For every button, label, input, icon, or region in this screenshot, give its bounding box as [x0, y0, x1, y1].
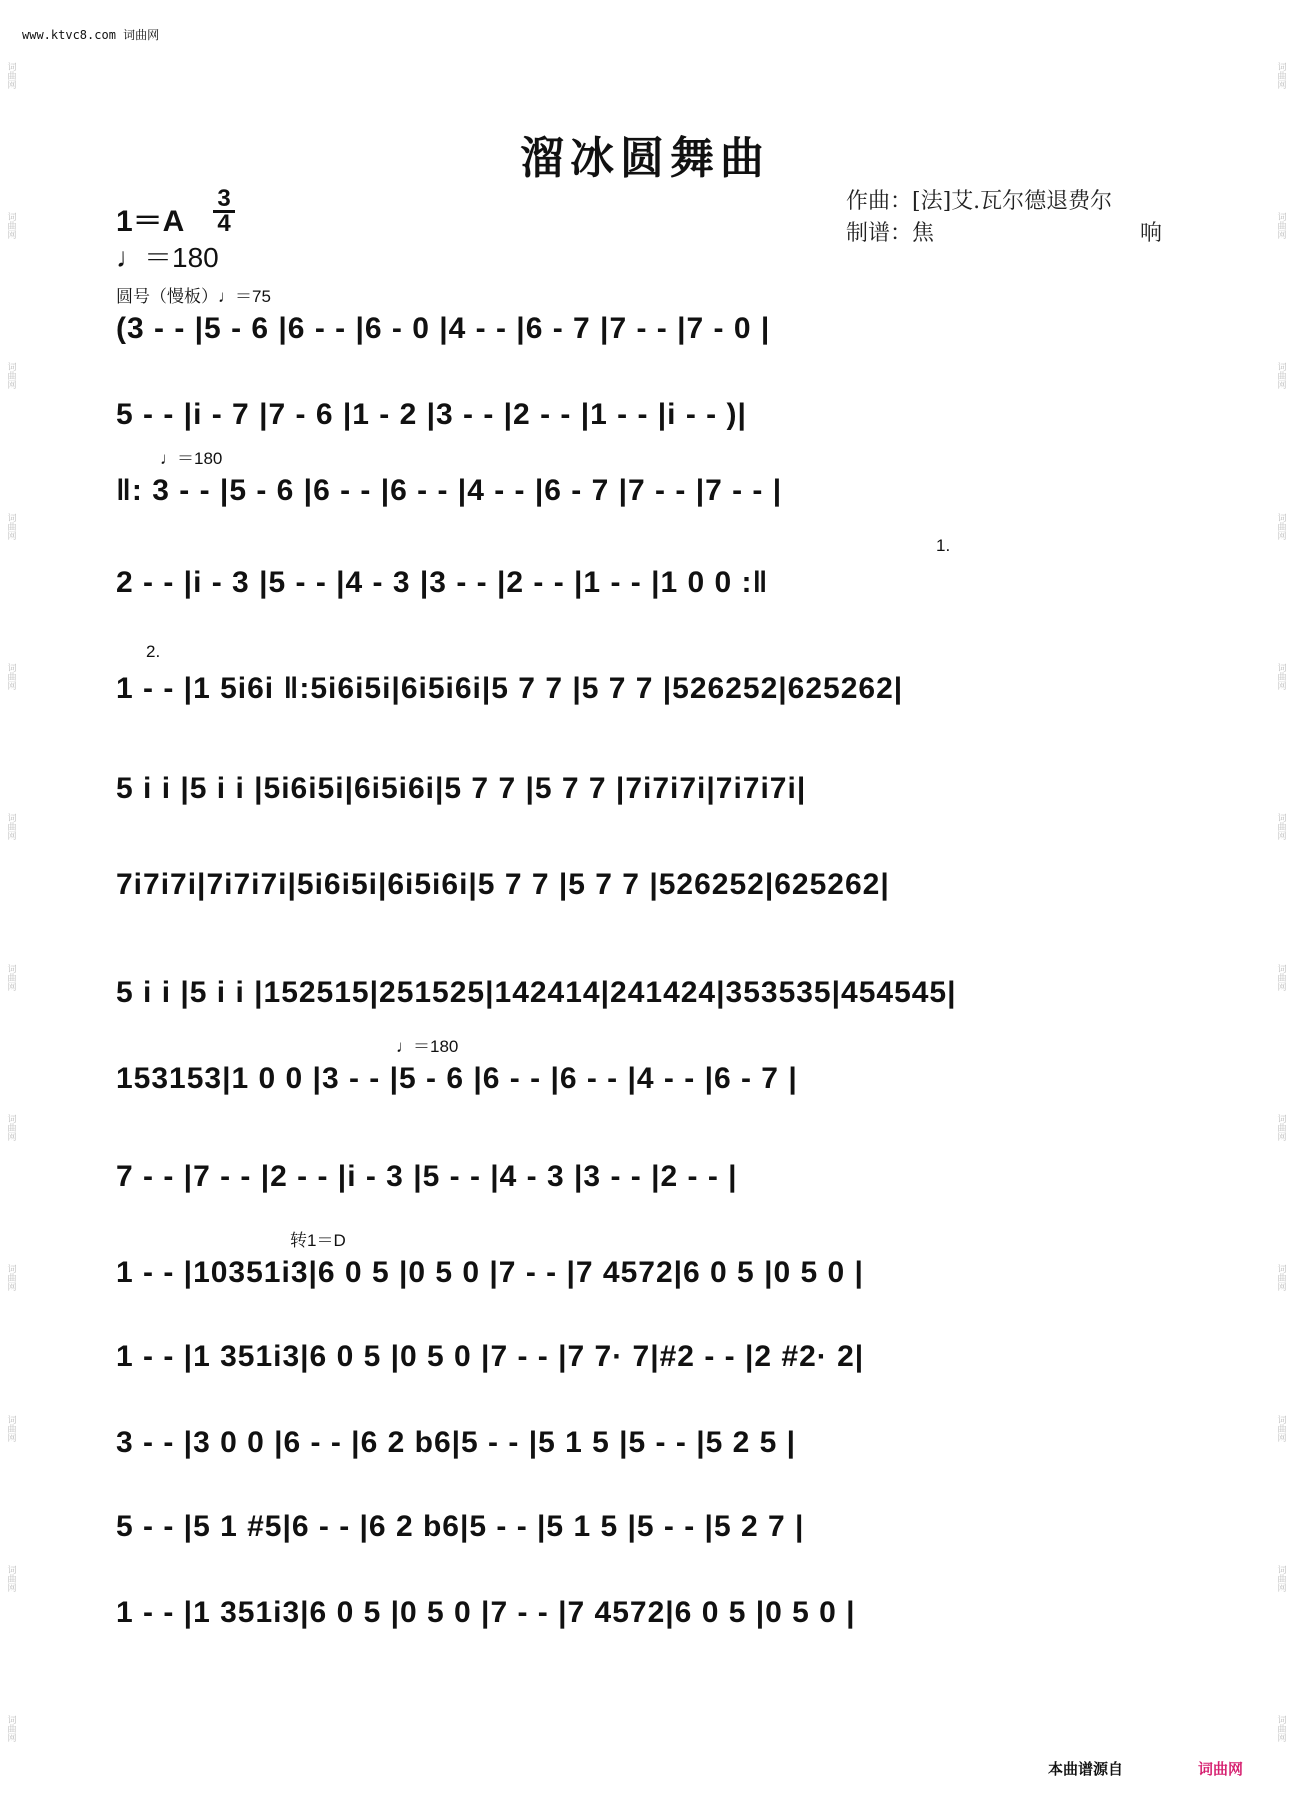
arranger-label: 制谱： [846, 221, 913, 246]
row-annotation: 转1＝D [290, 1231, 346, 1250]
score-row [0, 868, 1290, 908]
score-row [0, 1510, 1290, 1550]
right-side-watermark: 词曲网 词曲网 词曲网 词曲网 词曲网 词曲网 词曲网 词曲网 词曲网 词曲网 词曲网 词曲网 [1275, 61, 1286, 1743]
notation-line: 7 - - |7 - - |2 - - |i - 3 |5 - - |4 - 3 |3 - - |2 - - | [116, 1160, 738, 1193]
notation-line: 153153|1 0 0 |3 - - |5 - 6 |6 - - |6 - - |4 - - |6 - 7 | [116, 1062, 798, 1095]
composer-name: [法]艾.瓦尔德退费尔 [912, 189, 1113, 214]
score-row [0, 1340, 1290, 1380]
time-signature [210, 185, 238, 237]
row-annotation: ♩＝180 [160, 449, 223, 468]
score-row [0, 772, 1290, 812]
score-row [0, 1037, 1290, 1102]
tempo-marking: ♩＝180 [116, 242, 219, 273]
score-row [0, 642, 1290, 712]
site-watermark: www.ktvc8.com 词曲网 [22, 28, 160, 42]
score-row [0, 1231, 1290, 1296]
notation-line: 1 - - |1 5i6i ‖:5i6i5i|6i5i6i|5 7 7 |5 7 7 |526252|625262| [116, 672, 904, 705]
score-row [0, 976, 1290, 1016]
notation-line: 5 i i |5 i i |5i6i5i|6i5i6i|5 7 7 |5 7 7 |7i7i7i|7i7i7i| [116, 772, 807, 805]
score-row [0, 1596, 1290, 1636]
left-side-watermark: 词曲网 词曲网 词曲网 词曲网 词曲网 词曲网 词曲网 词曲网 词曲网 词曲网 词曲网 词曲网 [5, 61, 16, 1743]
song-title: 溜冰圆舞曲 [520, 133, 770, 184]
footer-source-site: 词曲网 [1198, 1761, 1244, 1778]
key-signature: 1＝A [116, 205, 185, 238]
score-row [0, 398, 1290, 438]
notation-line: 5 - - |i - 7 |7 - 6 |1 - 2 |3 - - |2 - - |1 - - |i - - )| [116, 398, 747, 431]
row-annotation: 2. [146, 642, 161, 661]
score-row [0, 1160, 1290, 1200]
notation-line: 2 - - |i - 3 |5 - - |4 - 3 |3 - - |2 - - |1 - - |1 0 0 :‖ [116, 566, 769, 599]
footer-source-label: 本曲谱源自 [1048, 1761, 1124, 1778]
arranger-credit [846, 216, 1162, 247]
composer-credit [846, 184, 1112, 215]
row-annotation: ♩＝180 [396, 1037, 459, 1056]
notation-line: 7i7i7i|7i7i7i|5i6i5i|6i5i6i|5 7 7 |5 7 7 |526252|625262| [116, 868, 890, 901]
score-row [0, 287, 1290, 352]
score-row [0, 449, 1290, 514]
notation-line: 1 - - |1 351i3|6 0 5 |0 5 0 |7 - - |7 4572|6 0 5 |0 5 0 | [116, 1596, 856, 1629]
row-annotation: 圆号（慢板）♩＝75 [116, 287, 271, 306]
notation-line: 5 i i |5 i i |152515|251525|142414|241424|353535|454545| [116, 976, 957, 1009]
notation-line: 1 - - |1 351i3|6 0 5 |0 5 0 |7 - - |7 7· 7|#2 - - |2 #2· 2| [116, 1340, 865, 1373]
row-annotation: 1. [936, 536, 951, 555]
score-row [0, 1426, 1290, 1466]
notation-line: (3 - - |5 - 6 |6 - - |6 - 0 |4 - - |6 - 7 |7 - - |7 - 0 | [116, 312, 771, 345]
composer-label: 作曲： [846, 189, 913, 214]
notation-line: ‖: 3 - - |5 - 6 |6 - - |6 - - |4 - - |6 - 7 |7 - - |7 - - | [116, 474, 783, 507]
time-signature-bottom: 4 [217, 210, 231, 237]
arranger-name: 焦 响 [912, 221, 1163, 246]
notation-line: 5 - - |5 1 #5|6 - - |6 2 b6|5 - - |5 1 5 |5 - - |5 2 7 | [116, 1510, 805, 1543]
notation-line: 1 - - |10351i3|6 0 5 |0 5 0 |7 - - |7 4572|6 0 5 |0 5 0 | [116, 1256, 864, 1289]
score-row [0, 536, 1290, 606]
time-signature-top: 3 [217, 185, 231, 212]
notation-line: 3 - - |3 0 0 |6 - - |6 2 b6|5 - - |5 1 5 |5 - - |5 2 5 | [116, 1426, 797, 1459]
